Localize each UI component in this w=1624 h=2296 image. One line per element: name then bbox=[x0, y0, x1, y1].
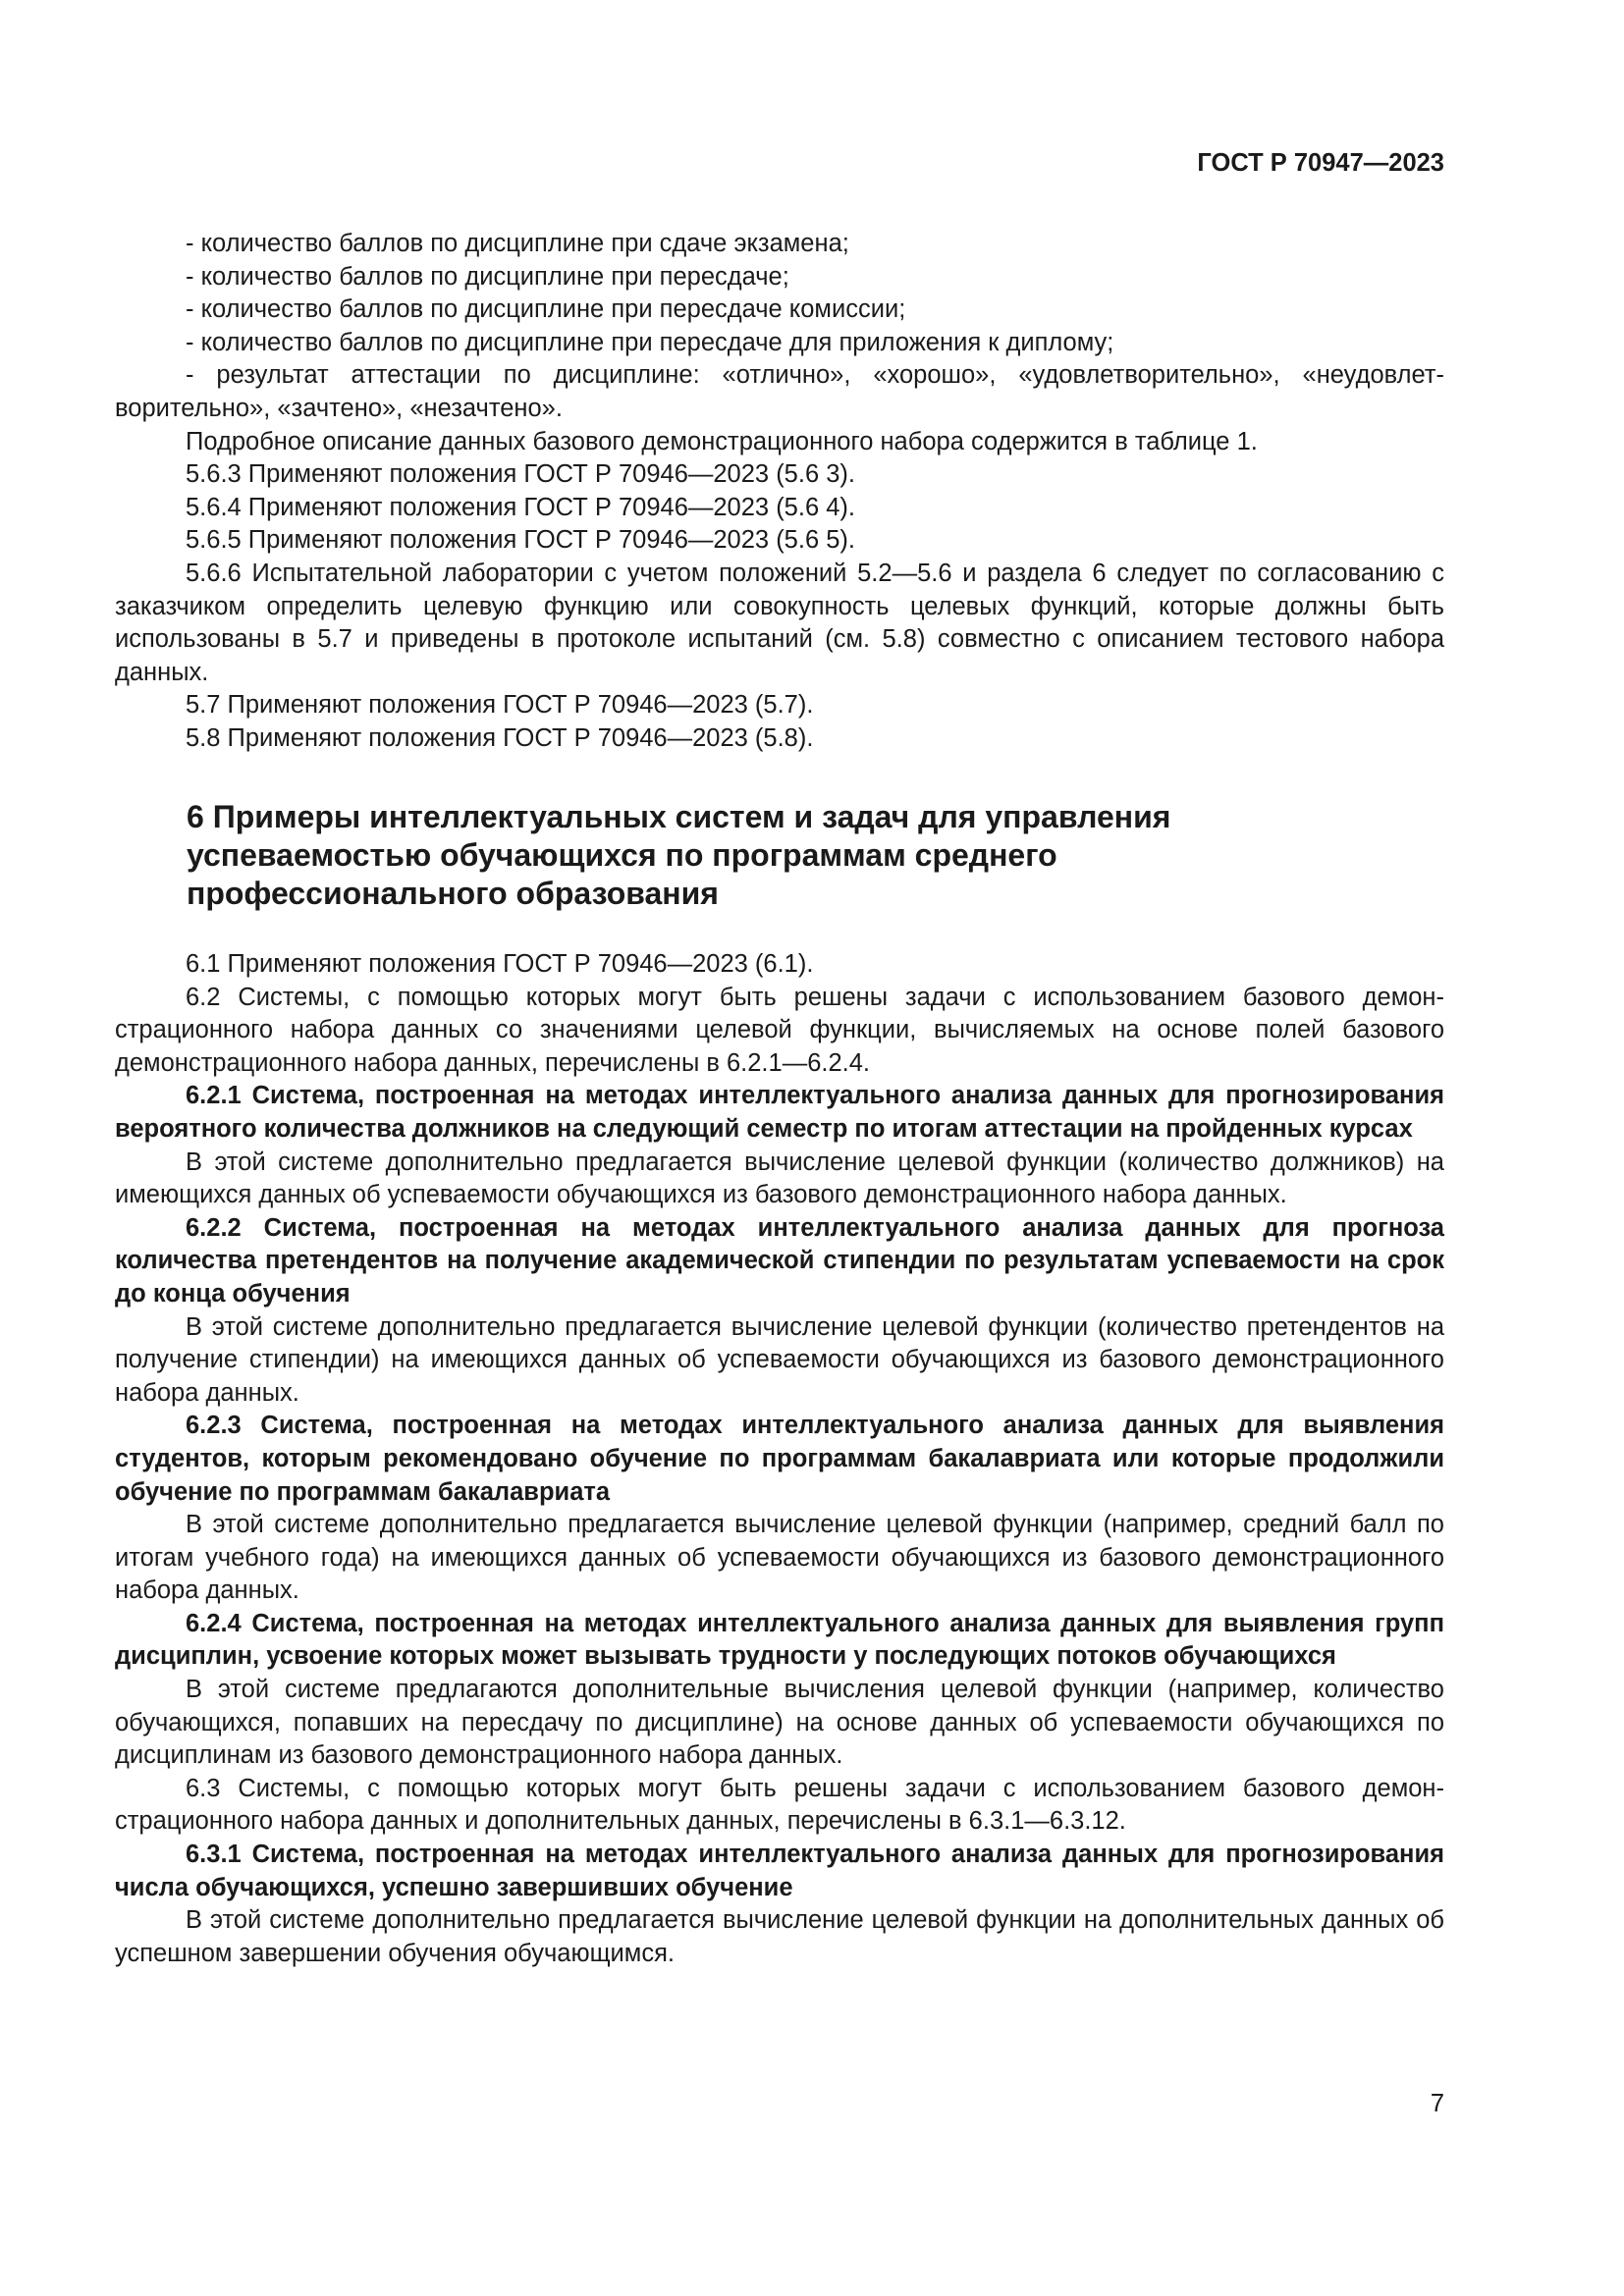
standard-number-header: ГОСТ Р 70947—2023 bbox=[1197, 149, 1444, 177]
paragraph-5-7: 5.7 Применяют положения ГОСТ Р 70946—2023 (5.7). bbox=[186, 691, 814, 720]
paragraph-table-reference: Подробное описание данных базового демонстрационного набора содержится в таблице 1. bbox=[186, 427, 1258, 455]
paragraph-6-3: 6.3 Системы, с помощью которых могут быть решены задачи с использованием базового демонстрационного набора данных и дополнительных данных, перечислены в 6.3.1—6.3.12. bbox=[115, 1774, 1444, 1836]
paragraph-6-2-2: В этой системе дополнительно предлагается вычисление целевой функции (количество претендентов на получение стипендии) на имеющихся данных об успеваемости обучающихся из базового демонстрационного набора данных. bbox=[115, 1312, 1444, 1407]
section-6-heading: 6 Примеры интеллектуальных систем и задач для управления успеваемостью обучающихся по программам среднего профессионального образования bbox=[187, 799, 1171, 911]
paragraph-6-2-4: В этой системе предлагаются дополнительные вычисления целевой функции (например, количество обучающихся, попавших на пересдачу по дисциплине) на основе данных об успеваемости обучающихся по дисциплинам из базового демонстрационного набора данных. bbox=[115, 1676, 1444, 1770]
paragraph-6-1: 6.1 Применяют положения ГОСТ Р 70946—2023 (6.1). bbox=[186, 950, 814, 978]
paragraph-5-6-4: 5.6.4 Применяют положения ГОСТ Р 70946—2023 (5.6 4). bbox=[186, 493, 855, 521]
paragraph-5-8: 5.8 Применяют положения ГОСТ Р 70946—2023 (5.8). bbox=[186, 723, 814, 752]
subheading-6-3-1: 6.3.1 Система, построенная на методах интеллектуального анализа данных для прогнозирования числа обучающихся, успешно завершивших обучение bbox=[115, 1841, 1444, 1901]
subheading-6-2-2: 6.2.2 Система, построенная на методах интеллектуального анализа данных для прогноза количества претендентов на получение академической стипендии по результатам успеваемости на срок до конца обучения bbox=[115, 1213, 1444, 1308]
paragraph-6-2: 6.2 Системы, с помощью которых могут быть решены задачи с использованием базового демонстрационного набора данных со значениями целевой функции, вычисляемых на основе полей базового демонстрационного набора данных, перечислены в 6.2.1—6.2.4. bbox=[115, 983, 1444, 1077]
bullet-item: - количество баллов по дисциплине при сдаче экзамена; bbox=[186, 230, 849, 257]
subheading-6-2-1: 6.2.1 Система, построенная на методах интеллектуального анализа данных для прогнозирования вероятного количества должников на следующий семестр по итогам аттестации на пройденных курсах bbox=[115, 1082, 1444, 1143]
bullet-item-attestation-result: - результат аттестации по дисциплине: «отлично», «хорошо», «удовлетворительно», «неудовлетворительно», «зачтено», «незачтено». bbox=[115, 361, 1444, 422]
paragraph-5-6-3: 5.6.3 Применяют положения ГОСТ Р 70946—2023 (5.6 3). bbox=[186, 460, 855, 489]
paragraph-6-3-1: В этой системе дополнительно предлагается вычисление целевой функции на дополнительных данных об успешном завершении обучения обучающимся. bbox=[115, 1906, 1444, 1967]
paragraph-5-6-6: 5.6.6 Испытательной лаборатории с учетом положений 5.2—5.6 и раздела 6 следует по согласованию с заказчиком определить целевую функцию или совокупность целевых функций, которые должны быть использованы в 5.7 и приведены в протоколе испытаний (см. 5.8) совместно с описанием тестового набора данных. bbox=[115, 559, 1444, 686]
paragraph-6-2-3: В этой системе дополнительно предлагается вычисление целевой функции (например, средний балл по итогам учебного года) на имеющихся данных об успеваемости обучающихся из базового демонстрационного набора данных. bbox=[115, 1511, 1444, 1605]
bullet-item: - количество баллов по дисциплине при пересдаче для приложения к диплому; bbox=[186, 328, 1114, 356]
paragraph-6-2-1: В этой системе дополнительно предлагается вычисление целевой функции (количество должников) на имеющихся данных об успеваемости обучающихся из базового демонстрационного набора данных. bbox=[115, 1148, 1444, 1209]
subheading-6-2-3: 6.2.3 Система, построенная на методах интеллектуального анализа данных для выявления студентов, которым рекомендовано обучение по программам бакалавриата или которые продолжили обучение по программам бакалавриата bbox=[115, 1412, 1444, 1506]
paragraph-5-6-5: 5.6.5 Применяют положения ГОСТ Р 70946—2023 (5.6 5). bbox=[186, 526, 855, 555]
bullet-item: - количество баллов по дисциплине при пересдаче; bbox=[186, 262, 789, 291]
bullet-item: - количество баллов по дисциплине при пересдаче комиссии; bbox=[186, 295, 906, 324]
section-6-body bbox=[115, 948, 1444, 1970]
page-number: 7 bbox=[1430, 2090, 1444, 2117]
subheading-6-2-4: 6.2.4 Система, построенная на методах интеллектуального анализа данных для выявления групп дисциплин, усвоение которых может вызывать трудности у последующих потоков обучающихся bbox=[115, 1609, 1444, 1671]
section-5-continuation bbox=[115, 228, 1444, 756]
